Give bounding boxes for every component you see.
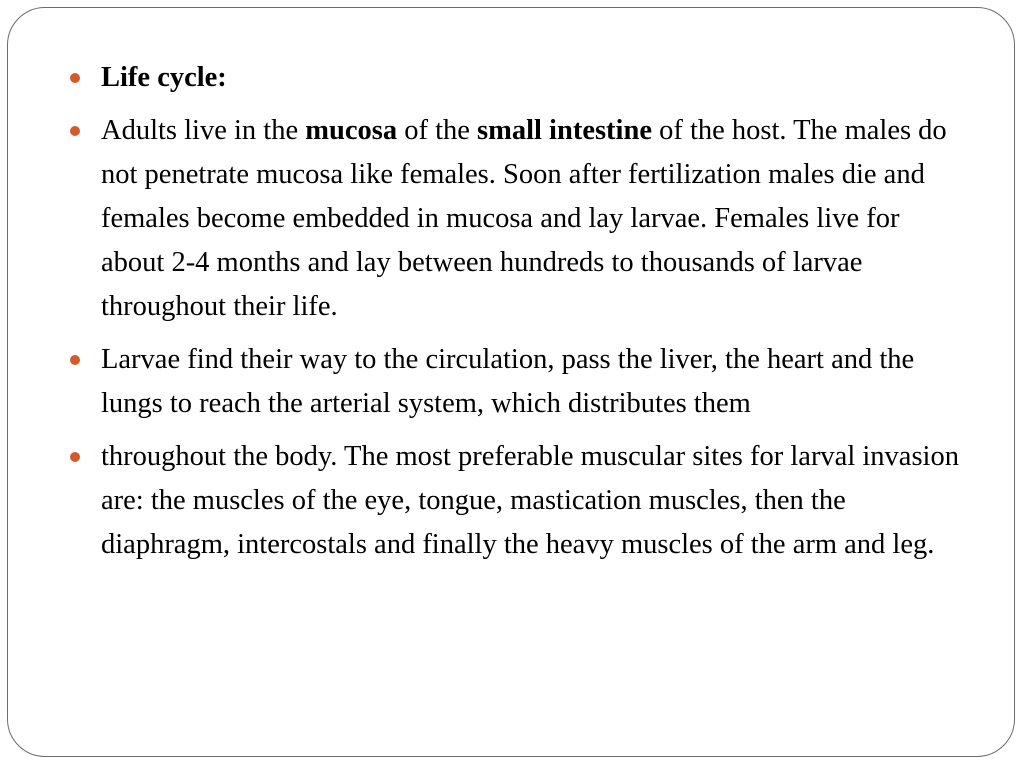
- text-segment: of the: [397, 115, 478, 146]
- bullet-larvae: [68, 338, 968, 426]
- bullet-text: Larvae find their way to the circulation, pass the liver, the heart and the lungs to reach the arterial system, which distributes them: [101, 344, 915, 419]
- text-segment: of the host. The males do not penetrate mucosa like females. Soon after fertilization males die and females become embedded in mucosa and lay larvae. Females live for about 2-4 months and lay between hundreds to thousands of larvae throughout their life.: [101, 115, 947, 322]
- text-segment: Adults live in the: [101, 115, 306, 146]
- bullet-heading: [68, 56, 968, 100]
- bullet-dot-icon: [70, 73, 80, 83]
- bullet-dot-icon: [70, 355, 80, 365]
- bullet-dot-icon: [70, 452, 80, 462]
- bullet-dot-icon: [70, 126, 80, 136]
- life-cycle-heading: Life cycle:: [101, 62, 227, 93]
- bold-term-mucosa: mucosa: [305, 115, 398, 146]
- bold-term-small-intestine: small intestine: [477, 115, 652, 146]
- bullet-text: throughout the body. The most preferable muscular sites for larval invasion are: the muscles of the eye, tongue, mastication muscles, then the diaphragm, intercostals and finally the heavy muscles of the arm and leg.: [101, 441, 959, 560]
- bullet-muscles: [68, 435, 968, 567]
- slide-content: [68, 56, 968, 576]
- slide-frame: [7, 7, 1015, 757]
- bullet-adults: [68, 109, 968, 329]
